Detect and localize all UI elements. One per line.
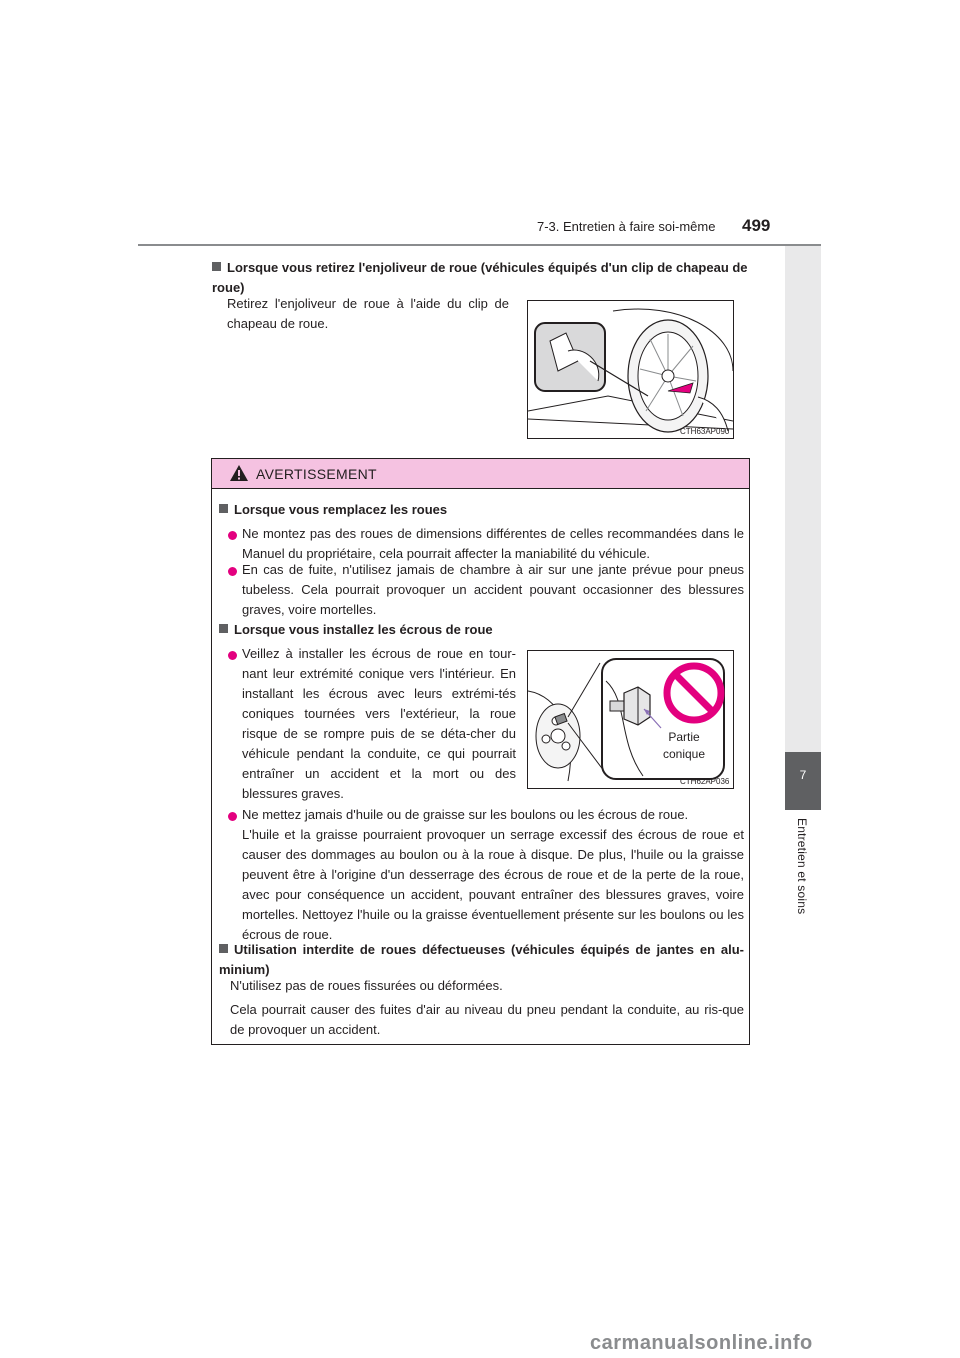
figure-code: CTH62AP036 (680, 777, 730, 786)
callout-line-1: Partie (668, 730, 700, 744)
warning-text-3-1: N'utilisez pas de roues fissurées ou déformées. (230, 978, 503, 993)
section-title: 7-3. Entretien à faire soi-même (537, 219, 716, 234)
warning-title: AVERTISSEMENT (256, 466, 377, 482)
wheel-cap-illustration (528, 301, 733, 438)
watermark: carmanualsonline.info (590, 1332, 813, 1354)
warning-bullet-1-2: En cas de fuite, n'utilisez jamais de chambre à air sur une jante prévue pour pneus tubeless. Cela pourrait provoquer un accident pouvant occasionner des blessures graves, voire mortelles. (242, 562, 744, 617)
bullet-icon (228, 651, 237, 660)
warning-bullet-1-1: Ne montez pas des roues de dimensions différentes de celles recommandées dans le Manuel du propriétaire, cela pourrait affecter la maniabilité du véhicule. (242, 526, 744, 561)
header-rule (138, 244, 821, 246)
square-bullet-icon (219, 624, 228, 633)
bullet-icon (228, 567, 237, 576)
bullet-icon (228, 812, 237, 821)
warning-bullet-2-1: Veillez à installer les écrous de roue en tour-nant leur extrémité conique vers l'intérieur. En installant les écrous avec leurs extrémi-tés coniques tournées vers l'extérieur, la roue risque de se rompre puis de se déta-cher du véhicule pendant la conduite, ce qui pourrait entraîner un accident et la mort ou des blessures graves. (242, 646, 516, 801)
warning-bullet-2-2-body: L'huile et la graisse pourraient provoquer un serrage excessif des écrous de roue et causer des dommages au boulon ou à la roue à disque. De plus, l'huile ou la graisse peuvent être à l'origine d'un desserrage des écrous de roue et de la perte de la roue, avec pour conséquence un accident, pouvant entraîner des blessures graves, voire mortelles. Nettoyez l'huile ou la graisse éventuellement présente sur les boulons ou les écrous de roue. (242, 827, 744, 942)
warning-heading-3-text: Utilisation interdite de roues défectueuses (véhicules équipés de jantes en alu-minium) (219, 942, 744, 977)
wheel-nut-illustration (528, 651, 733, 788)
warning-heading-3 (219, 940, 744, 980)
square-bullet-icon (219, 944, 228, 953)
wheel-nut-figure (527, 650, 734, 789)
warning-heading-1-text: Lorsque vous remplacez les roues (234, 502, 448, 517)
warning-bullet-2-2-lead: Ne mettez jamais d'huile ou de graisse sur les boulons ou les écrous de roue. (242, 807, 689, 822)
chapter-title: Entretien et soins (795, 818, 809, 915)
warning-heading-2-text: Lorsque vous installez les écrous de roue (234, 622, 493, 637)
bullet-icon (228, 531, 237, 540)
warning-triangle-icon (229, 464, 249, 482)
callout-line-2: conique (662, 747, 706, 761)
chapter-number: 7 (799, 768, 807, 782)
callout-conical-part (654, 729, 714, 763)
figure-code: CTH63AP090 (680, 427, 730, 436)
wheel-cap-removal-figure (527, 300, 734, 439)
page-number: 499 (742, 216, 771, 235)
warning-heading-2 (219, 620, 739, 640)
side-tab-background (785, 246, 821, 752)
square-bullet-icon (219, 504, 228, 513)
section-text: Retirez l'enjoliveur de roue à l'aide du clip de chapeau de roue. (227, 296, 509, 331)
warning-text-3-2: Cela pourrait causer des fuites d'air au niveau du pneu pendant la conduite, au ris-que de provoquer un accident. (230, 1002, 744, 1037)
warning-heading-1 (219, 500, 739, 520)
section-heading-text: Lorsque vous retirez l'enjoliveur de roue (véhicules équipés d'un clip de chapeau de roue) (212, 260, 748, 295)
square-bullet-icon (212, 262, 221, 271)
section-heading (212, 258, 752, 298)
warning-header (212, 459, 749, 489)
